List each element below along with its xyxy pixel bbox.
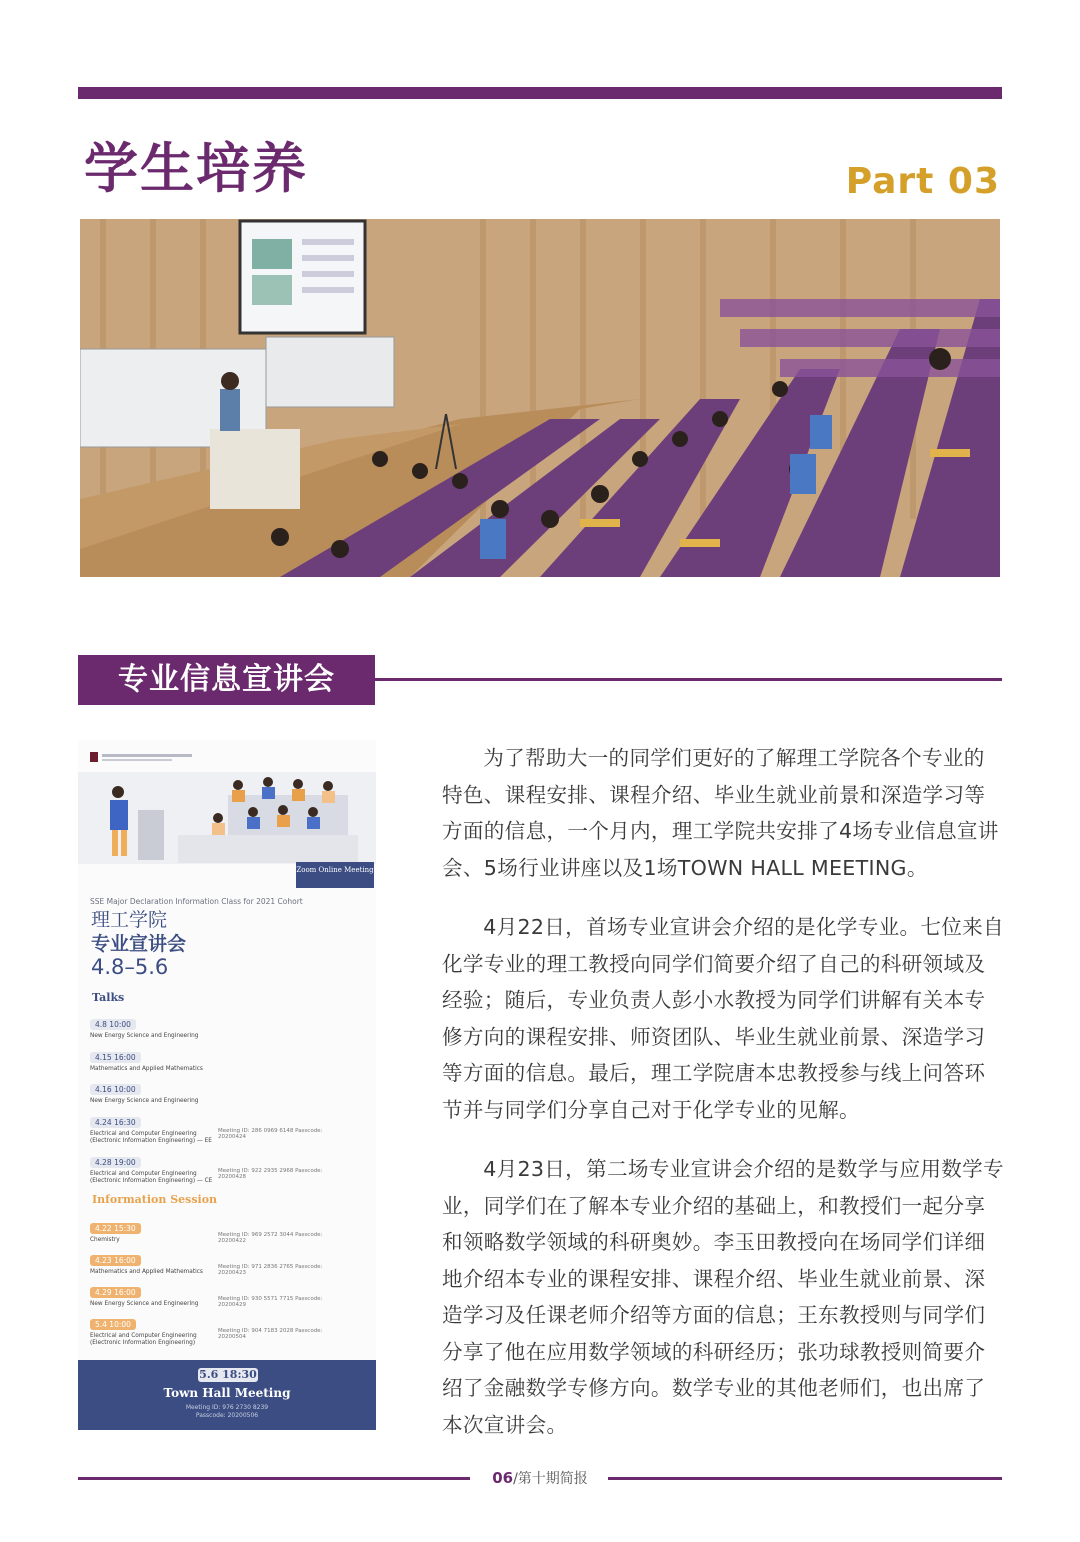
talk-name: Mathematics and Applied Mathematics	[90, 1066, 203, 1072]
session-date: 5.4 10:00	[90, 1319, 136, 1330]
session-item	[90, 1280, 362, 1308]
session-meeting: Meeting ID: 930 5571 7715 Passcode: 20200429	[218, 1296, 323, 1308]
info-session-heading: Information Session	[92, 1193, 218, 1206]
issue-label: 第十期简报	[517, 1471, 588, 1487]
town-hall-title: Town Hall Meeting	[163, 1386, 291, 1400]
talks-heading: Talks	[92, 991, 125, 1004]
session-item	[90, 1312, 362, 1347]
paragraph: 4月23日，第二场专业宣讲会介绍的是数学与应用数学专业，同学们在了解本专业介绍的基础上，和教授们一起分享和领略数学领域的科研奥妙。李玉田教授向在场同学们详细地介绍本专业的课程安排、课程介绍、毕业生就业前景、深造学习及任课老师介绍等方面的信息；王东教授则与同学们分享了他在应用数学领域的科研经历；张功球教授则简要介绍了金融数学专修方向。数学专业的其他老师们，也出席了本次宣讲会。	[442, 1157, 1004, 1437]
session-meeting: Meeting ID: 971 2836 2765 Passcode: 20200423	[218, 1264, 323, 1276]
session-item	[90, 1216, 362, 1244]
footer-line-left	[78, 1477, 470, 1480]
town-hall-passcode: Passcode: 20200506	[195, 1412, 259, 1419]
lecture-hall-photo	[80, 219, 1000, 577]
paragraph: 4月22日，首场专业宣讲会介绍的是化学专业。七位来自化学专业的理工教授向同学们简要介绍了自己的科研领域及经验；随后，专业负责人彭小水教授为同学们讲解有关本专修方向的课程安排、师资团队、毕业生就业前景、深造学习等方面的信息。最后，理工学院唐本忠教授参与线上问答环节并与同学们分享自己对于化学专业的见解。	[442, 915, 1004, 1122]
session-meeting: Meeting ID: 969 2572 3044 Passcode: 20200422	[218, 1232, 323, 1244]
top-divider-bar	[78, 87, 1002, 99]
page-footer	[472, 1467, 608, 1490]
talk-item	[90, 1110, 362, 1145]
talk-item	[90, 1150, 362, 1185]
talk-item	[90, 1045, 362, 1073]
talk-date: 4.28 19:00	[90, 1157, 141, 1168]
section-heading-line	[375, 678, 1002, 681]
session-name: New Energy Science and Engineering	[90, 1301, 199, 1307]
talk-item	[90, 1012, 362, 1040]
town-hall-meeting-id: Meeting ID: 976 2730 8239	[185, 1404, 269, 1411]
article-body	[442, 740, 1004, 1466]
talk-date: 4.8 10:00	[90, 1019, 136, 1030]
session-name: Mathematics and Applied Mathematics	[90, 1269, 203, 1275]
part-label: Part 03	[845, 161, 1000, 202]
poster-title-line2: 专业宣讲会	[91, 933, 187, 955]
poster-title-line1: 理工学院	[91, 909, 168, 931]
talk-date: 4.16 10:00	[90, 1084, 141, 1095]
section-heading: 专业信息宣讲会	[78, 655, 375, 705]
session-name: Chemistry	[90, 1237, 120, 1243]
session-meeting: Meeting ID: 904 7183 2028 Passcode: 20200504	[218, 1328, 323, 1340]
town-hall-date: 5.6 18:30	[199, 1368, 257, 1381]
talk-item	[90, 1077, 362, 1105]
poster-title-dates: 4.8–5.6	[91, 955, 169, 979]
footer-line-right	[608, 1477, 1002, 1480]
talk-name: New Energy Science and Engineering	[90, 1098, 199, 1104]
talk-date: 4.24 16:30	[90, 1117, 141, 1128]
talk-name: New Energy Science and Engineering	[90, 1033, 199, 1039]
poster-subtitle: SSE Major Declaration Information Class for 2021 Cohort	[90, 897, 303, 906]
paragraph: 为了帮助大一的同学们更好的了解理工学院各个专业的特色、课程安排、课程介绍、毕业生就业前景和深造学习等方面的信息，一个月内，理工学院共安排了4场专业信息宣讲会、5场行业讲座以及1场TOWN HALL MEETING。	[442, 746, 999, 880]
town-hall-details	[78, 1404, 376, 1420]
event-poster	[78, 740, 376, 1430]
talk-date: 4.15 16:00	[90, 1052, 141, 1063]
session-item	[90, 1248, 362, 1276]
talk-meeting: Meeting ID: 922 2935 2968 Passcode: 20200428	[218, 1168, 323, 1180]
footer-slash: /	[513, 1471, 518, 1487]
talk-name: Electrical and Computer Engineering (Electronic Information Engineering) — EE	[90, 1131, 212, 1144]
talk-meeting: Meeting ID: 286 0969 6148 Passcode: 20200424	[218, 1128, 323, 1140]
town-hall-banner	[78, 1360, 376, 1430]
session-date: 4.22 15:30	[90, 1223, 141, 1234]
session-name: Electrical and Computer Engineering (Electronic Information Engineering)	[90, 1333, 197, 1346]
page-number: 06	[492, 1469, 514, 1487]
page-title: 学生培养	[84, 137, 308, 200]
session-date: 4.23 16:00	[90, 1255, 141, 1266]
session-date: 4.29 16:00	[90, 1287, 141, 1298]
talk-name: Electrical and Computer Engineering (Electronic Information Engineering) — CE	[90, 1171, 213, 1184]
zoom-badge: Zoom Online Meeting	[296, 862, 374, 888]
